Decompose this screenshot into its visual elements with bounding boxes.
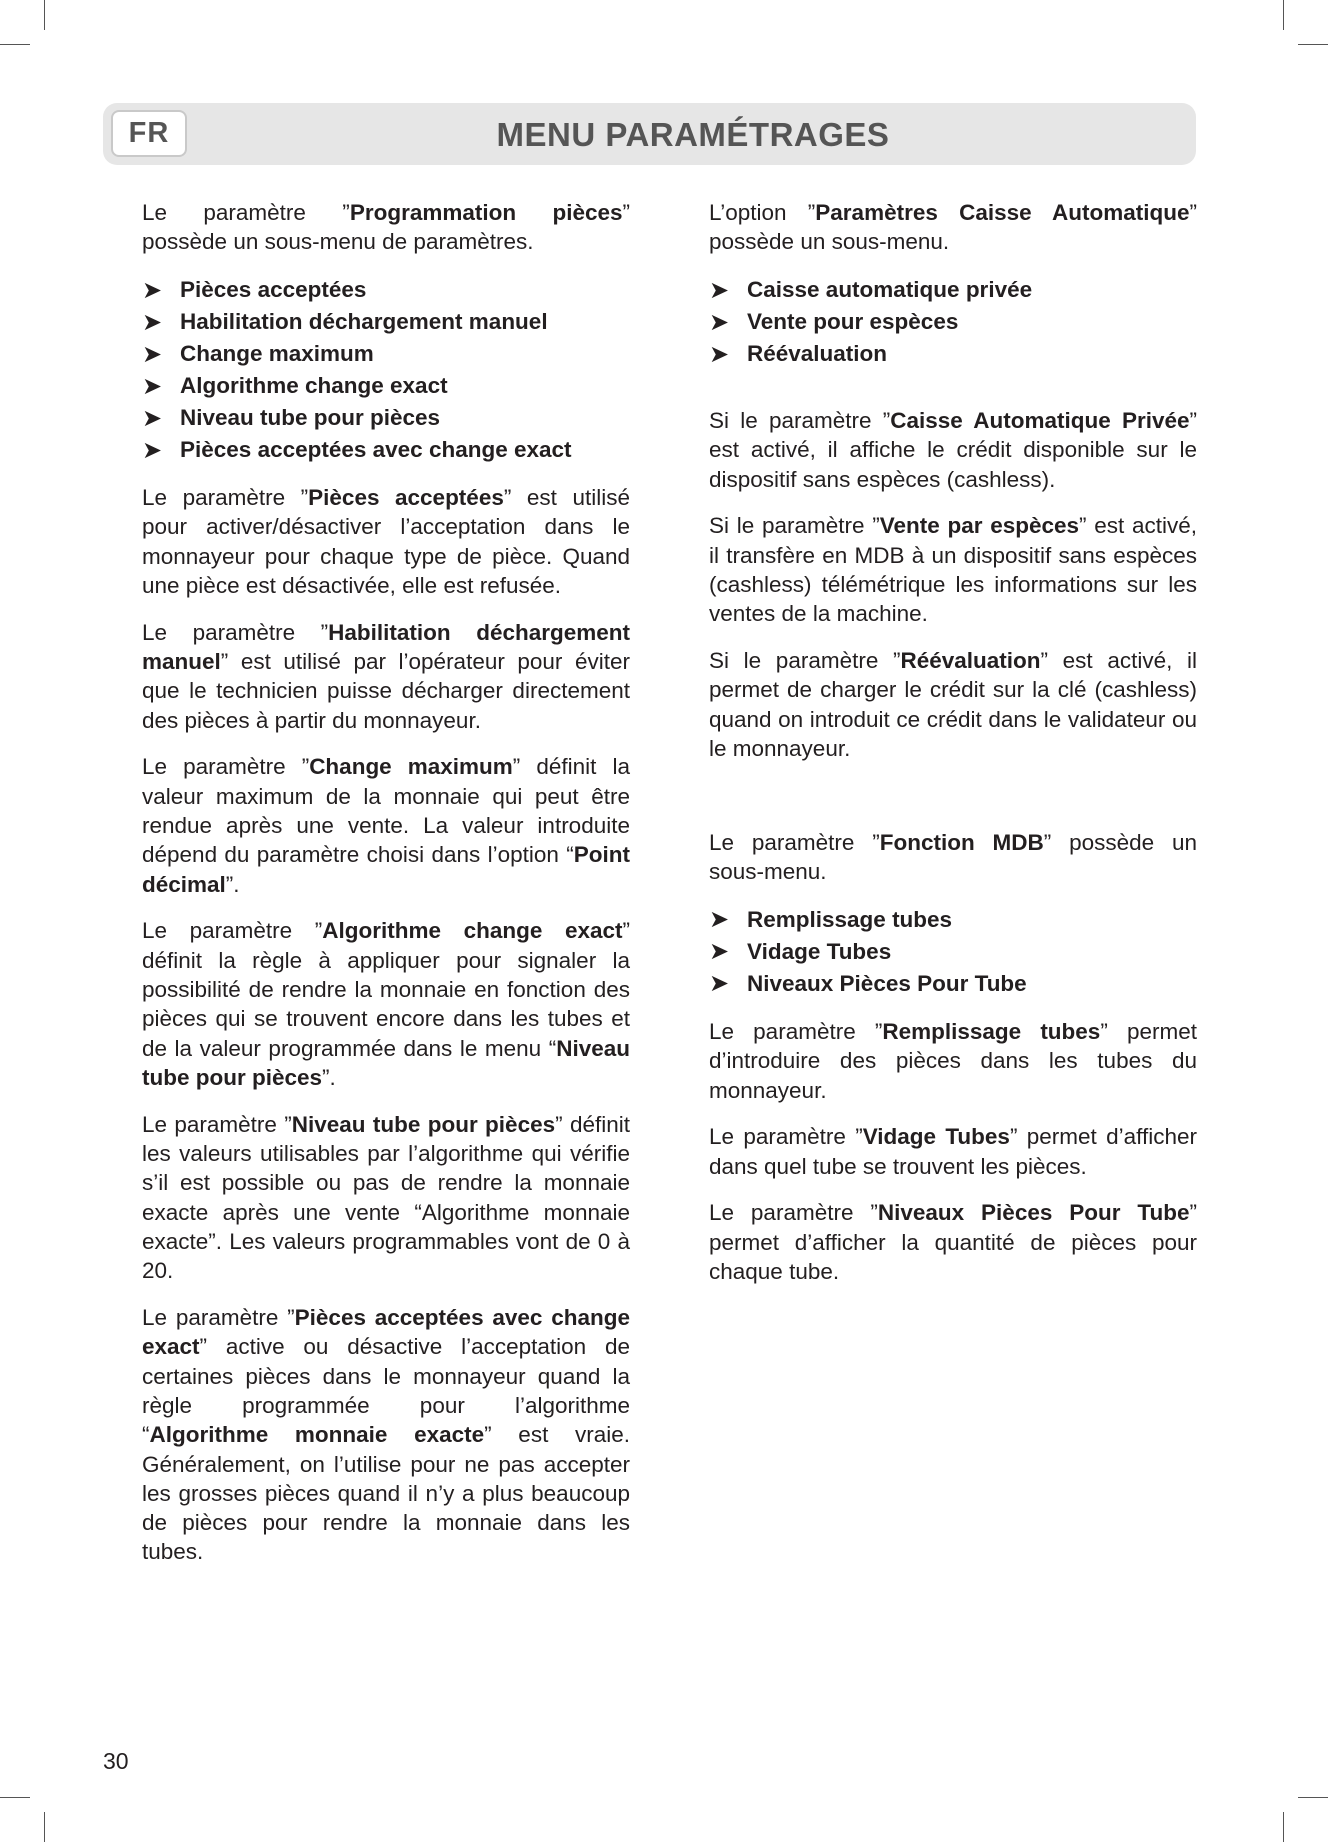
crop-mark bbox=[44, 0, 45, 30]
paragraph: Le paramètre ”Habilitation déchargement manuel” est utilisé par l’opérateur pour éviter que le technicien puisse décharger directement des pièces à partir du monnayeur. bbox=[142, 619, 630, 733]
paragraph: Le paramètre ”Algorithme change exact” définit la règle à appliquer pour signaler la possibilité de rendre la monnaie en fonction des pièces qui se trouvent encore dans les tubes et de la valeur programmée dans le menu “Niveau tube pour pièces”. bbox=[142, 918, 630, 1090]
arrow-bullet-icon: ➤ bbox=[142, 436, 163, 464]
arrow-bullet-icon: ➤ bbox=[709, 938, 730, 966]
intro-paragraph: Le paramètre ”Programmation pièces” possède un sous-menu de paramètres. bbox=[142, 200, 631, 255]
crop-mark bbox=[1283, 1812, 1284, 1842]
arrow-bullet-icon: ➤ bbox=[142, 372, 163, 400]
spacer bbox=[709, 781, 1197, 828]
paragraph: Si le paramètre ”Caisse Automatique Privée” est activé, il affiche le crédit disponible sur le dispositif sans espèces (cashless). bbox=[709, 408, 1197, 492]
list-item: ➤ Remplissage tubes bbox=[709, 906, 953, 934]
page-number: 30 bbox=[103, 1748, 129, 1774]
intro-paragraph: L’option ”Paramètres Caisse Automatique” possède un sous-menu. bbox=[709, 200, 1197, 255]
language-tag: FR bbox=[111, 110, 187, 157]
arrow-bullet-icon: ➤ bbox=[709, 340, 730, 368]
arrow-bullet-icon: ➤ bbox=[709, 276, 730, 304]
list-item: ➤ Vidage Tubes bbox=[709, 938, 892, 966]
paragraph: Le paramètre ”Pièces acceptées avec change exact” active ou désactive l’acceptation de certaines pièces dans le monnayeur quand la règle programmée pour l’algorithme “Algorithme monnaie exacte” est vraie. Généralement, on l’utilise pour ne pas accepter les grosses pièces quand il n’y a plus beaucoup de pièces pour rendre la monnaie dans les tubes. bbox=[142, 1305, 630, 1565]
submenu-list bbox=[709, 904, 1197, 1000]
arrow-bullet-icon: ➤ bbox=[142, 340, 163, 368]
left-column bbox=[142, 198, 630, 1584]
intro-paragraph: Le paramètre ”Fonction MDB” possède un sous-menu. bbox=[709, 829, 1197, 885]
arrow-bullet-icon: ➤ bbox=[142, 308, 163, 336]
crop-mark bbox=[0, 1797, 30, 1798]
paragraph: Le paramètre ”Niveaux Pièces Pour Tube” permet d’afficher la quantité de pièces pour chaque tube. bbox=[709, 1200, 1197, 1285]
arrow-bullet-icon: ➤ bbox=[709, 308, 730, 336]
list-item: ➤ Réévaluation bbox=[709, 340, 888, 368]
crop-mark bbox=[0, 44, 30, 45]
list-item: ➤ Change maximum bbox=[142, 340, 374, 368]
crop-mark bbox=[1283, 0, 1284, 30]
right-column bbox=[709, 198, 1197, 1304]
crop-mark bbox=[1298, 44, 1328, 45]
list-item: ➤ Niveaux Pièces Pour Tube bbox=[709, 970, 1027, 998]
list-item: ➤ Caisse automatique privée bbox=[709, 276, 1033, 304]
submenu-list bbox=[142, 274, 630, 466]
spacer bbox=[709, 387, 1197, 406]
paragraph: Le paramètre ”Remplissage tubes” permet d’introduire des pièces dans les tubes du monnayeur. bbox=[709, 1018, 1197, 1103]
paragraph: Si le paramètre ”Vente par espèces” est activé, il transfère en MDB à un dispositif sans espèces (cashless) télémétrique les informations sur les ventes de la machine. bbox=[709, 513, 1198, 627]
arrow-bullet-icon: ➤ bbox=[142, 276, 163, 304]
list-item: ➤ Niveau tube pour pièces bbox=[142, 404, 441, 432]
arrow-bullet-icon: ➤ bbox=[142, 404, 163, 432]
paragraph: Le paramètre ”Change maximum” définit la valeur maximum de la monnaie qui peut être rendue après une vente. La valeur introduite dépend du paramètre choisi dans l’option “Point décimal”. bbox=[142, 754, 630, 897]
list-item: ➤ Habilitation déchargement manuel bbox=[142, 308, 548, 336]
paragraph: Le paramètre ”Pièces acceptées” est utilisé pour activer/désactiver l’acceptation dans le monnayeur pour chaque type de pièce. Quand une pièce est désactivée, elle est refusée. bbox=[142, 485, 630, 598]
list-item: ➤ Pièces acceptées avec change exact bbox=[142, 436, 572, 464]
list-item: ➤ Algorithme change exact bbox=[142, 372, 448, 400]
paragraph: Si le paramètre ”Réévaluation” est activé, il permet de charger le crédit sur la clé (cashless) quand on introduit ce crédit dans le validateur ou le monnayeur. bbox=[709, 648, 1197, 762]
crop-mark bbox=[44, 1812, 45, 1842]
list-item: ➤ Pièces acceptées bbox=[142, 276, 367, 304]
paragraph: Le paramètre ”Niveau tube pour pièces” définit les valeurs utilisables par l’algorithme qui vérifie s’il est possible ou pas de rendre la monnaie exacte après une vente “Algorithme monnaie exacte”. Les valeurs programmables vont de 0 à 20. bbox=[142, 1111, 630, 1284]
submenu-list bbox=[709, 274, 1197, 370]
page-title: MENU PARAMÉTRAGES bbox=[496, 116, 890, 153]
arrow-bullet-icon: ➤ bbox=[709, 970, 730, 998]
crop-mark bbox=[1298, 1797, 1328, 1798]
list-item: ➤ Vente pour espèces bbox=[709, 308, 959, 336]
arrow-bullet-icon: ➤ bbox=[709, 906, 730, 934]
paragraph: Le paramètre ”Vidage Tubes” permet d’afficher dans quel tube se trouvent les pièces. bbox=[709, 1124, 1197, 1179]
